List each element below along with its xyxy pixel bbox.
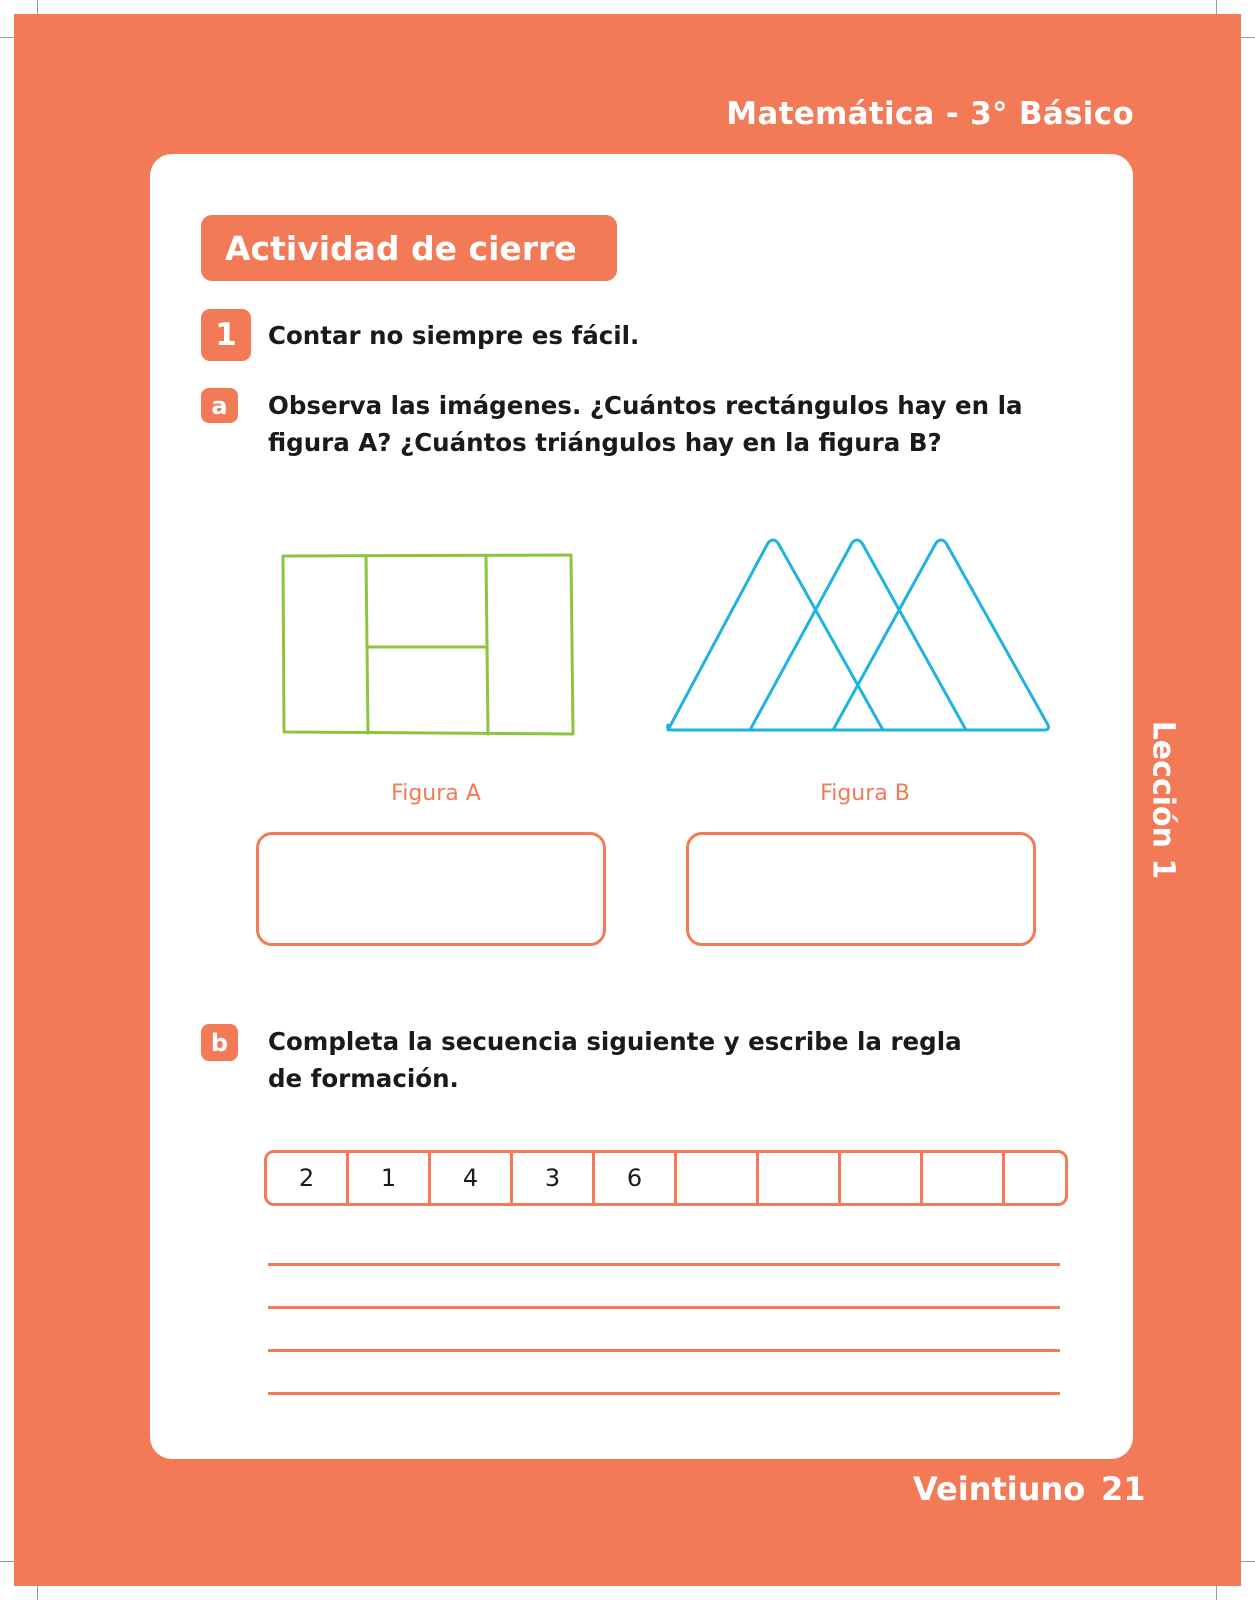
sequence-blank-cell[interactable]	[923, 1153, 1005, 1203]
header-subject: Matemática - 3° Básico	[726, 96, 1134, 132]
sequence-blank-cell[interactable]	[759, 1153, 841, 1203]
part-a-badge: a	[201, 388, 238, 423]
sequence-cell: 3	[513, 1153, 595, 1203]
item-instruction: Contar no siempre es fácil.	[268, 321, 640, 350]
figure-b-answer-box[interactable]	[686, 832, 1036, 946]
sequence-cell: 4	[431, 1153, 513, 1203]
figure-b-label: Figura B	[820, 781, 910, 806]
crop-mark	[0, 37, 14, 38]
sequence-blank-cell[interactable]	[841, 1153, 923, 1203]
item-number-badge: 1	[201, 309, 251, 361]
sequence-cell: 1	[349, 1153, 431, 1203]
activity-card	[150, 154, 1133, 1459]
footer-page-number: 21	[1101, 1470, 1146, 1508]
answer-line[interactable]	[268, 1392, 1060, 1395]
part-b-instruction: Completa la secuencia siguiente y escribe la regla de formación.	[268, 1027, 962, 1093]
crop-mark	[1216, 1586, 1217, 1600]
crop-mark	[1241, 1561, 1255, 1562]
activity-title: Actividad de cierre	[201, 215, 617, 281]
answer-line[interactable]	[268, 1263, 1060, 1266]
sequence-cell: 2	[267, 1153, 349, 1203]
crop-mark	[1241, 37, 1255, 38]
crop-mark	[0, 1561, 14, 1562]
part-a-instruction: Observa las imágenes. ¿Cuántos rectángulos hay en la figura A? ¿Cuántos triángulos hay en la figura B?	[268, 391, 1023, 457]
sequence-cell: 6	[595, 1153, 677, 1203]
crop-mark	[37, 0, 38, 14]
figure-a-rectangles	[280, 552, 580, 742]
crop-mark	[1216, 0, 1217, 14]
figure-a-label: Figura A	[391, 781, 481, 806]
figure-b-triangles	[665, 538, 1055, 738]
crop-mark	[37, 1586, 38, 1600]
sequence-blank-cell[interactable]	[677, 1153, 759, 1203]
footer-page-word: Veintiuno	[913, 1470, 1086, 1508]
answer-line[interactable]	[268, 1306, 1060, 1309]
sequence-blank-cell[interactable]	[1005, 1153, 1068, 1203]
answer-line[interactable]	[268, 1349, 1060, 1352]
lesson-side-tab: Lección 1	[1145, 720, 1181, 880]
figure-a-answer-box[interactable]	[256, 832, 606, 946]
sequence-table	[264, 1150, 1068, 1206]
part-b-badge: b	[201, 1024, 238, 1061]
